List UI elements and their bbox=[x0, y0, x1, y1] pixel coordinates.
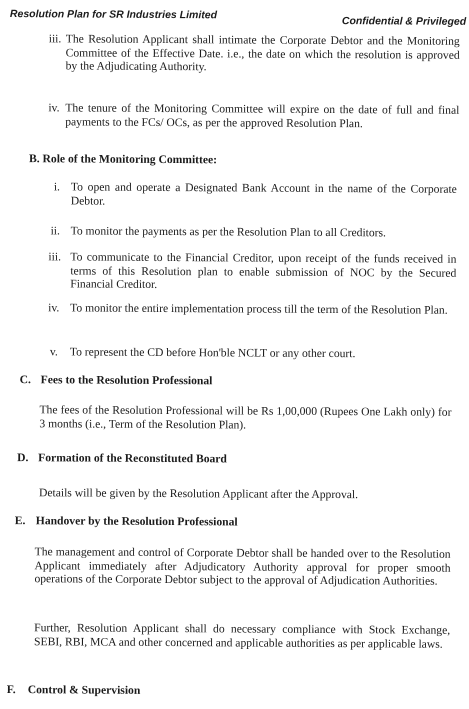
section-d-text: Details will be given by the Resolution Applicant after the Approval. bbox=[38, 486, 359, 502]
item-number: iii. bbox=[48, 250, 62, 264]
header-title: Resolution Plan for SR Industries Limited bbox=[9, 8, 218, 22]
item-number: iv. bbox=[48, 301, 60, 315]
item-number: iii. bbox=[48, 32, 62, 46]
section-d-heading: Formation of the Reconstituted Board bbox=[38, 451, 227, 466]
section-e-paragraph-2: Further, Resolution Applicant shall do necessary compliance with Stock Exchange, SEBI, RBI, MCA and other concerned and applicable authorities as per applicable laws. bbox=[34, 621, 451, 651]
section-c-text: The fees of the Resolution Professional will be Rs 1,00,000 (Rupees One Lakh only) for 3 months (i.e., Term of the Resolution Plan). bbox=[39, 403, 452, 432]
item-number: iv. bbox=[48, 101, 60, 115]
section-f-heading: Control & Supervision bbox=[27, 683, 141, 697]
list-item-text: To represent the CD before Hon'ble NCLT or any other court. bbox=[69, 345, 356, 361]
list-item-text: The tenure of the Monitoring Committee will expire on the date of full and final payments to the FCs/ OCs, as per the approved Resolution Plan. bbox=[65, 101, 460, 130]
section-e-heading: Handover by the Resolution Professional bbox=[35, 514, 238, 529]
item-number: v. bbox=[49, 345, 58, 359]
list-item-text: The Resolution Applicant shall intimate the Corporate Debtor and the Monitoring Committee of the Effective Date. i.e., the date on which the resolution is approved by the Adjudicating Authority. bbox=[65, 32, 460, 74]
section-e-letter: E. bbox=[14, 514, 26, 528]
list-item-text: To communicate to the Financial Creditor, upon receipt of the funds received in terms of this Resolution plan to enable submission of NOC by the Secured Financial Creditor. bbox=[70, 250, 457, 292]
section-c-letter: C. bbox=[19, 373, 32, 387]
item-number: i. bbox=[53, 180, 61, 194]
section-d-letter: D. bbox=[17, 451, 29, 465]
list-item-text: To monitor the entire implementation process till the term of the Resolution Plan. bbox=[70, 301, 448, 317]
section-f-letter: F. bbox=[6, 683, 16, 697]
item-number: ii. bbox=[50, 224, 60, 238]
section-b-heading: B. Role of the Monitoring Committee: bbox=[28, 152, 218, 167]
list-item-text: To monitor the payments as per the Resolution Plan to all Creditors. bbox=[70, 224, 387, 240]
section-e-paragraph-1: The management and control of Corporate Debtor shall be handed over to the Resolution Applicant immediately after Adjudicatory Authority approval for proper smooth operations of the Corporate Debtor subject to the approval of Adjudication Authorities. bbox=[34, 545, 451, 588]
list-item-text: To open and operate a Designated Bank Account in the name of the Corporate Debtor. bbox=[70, 180, 457, 208]
header-confidential: Confidential & Privileged bbox=[341, 15, 467, 28]
section-c-heading: Fees to the Resolution Professional bbox=[40, 373, 213, 388]
